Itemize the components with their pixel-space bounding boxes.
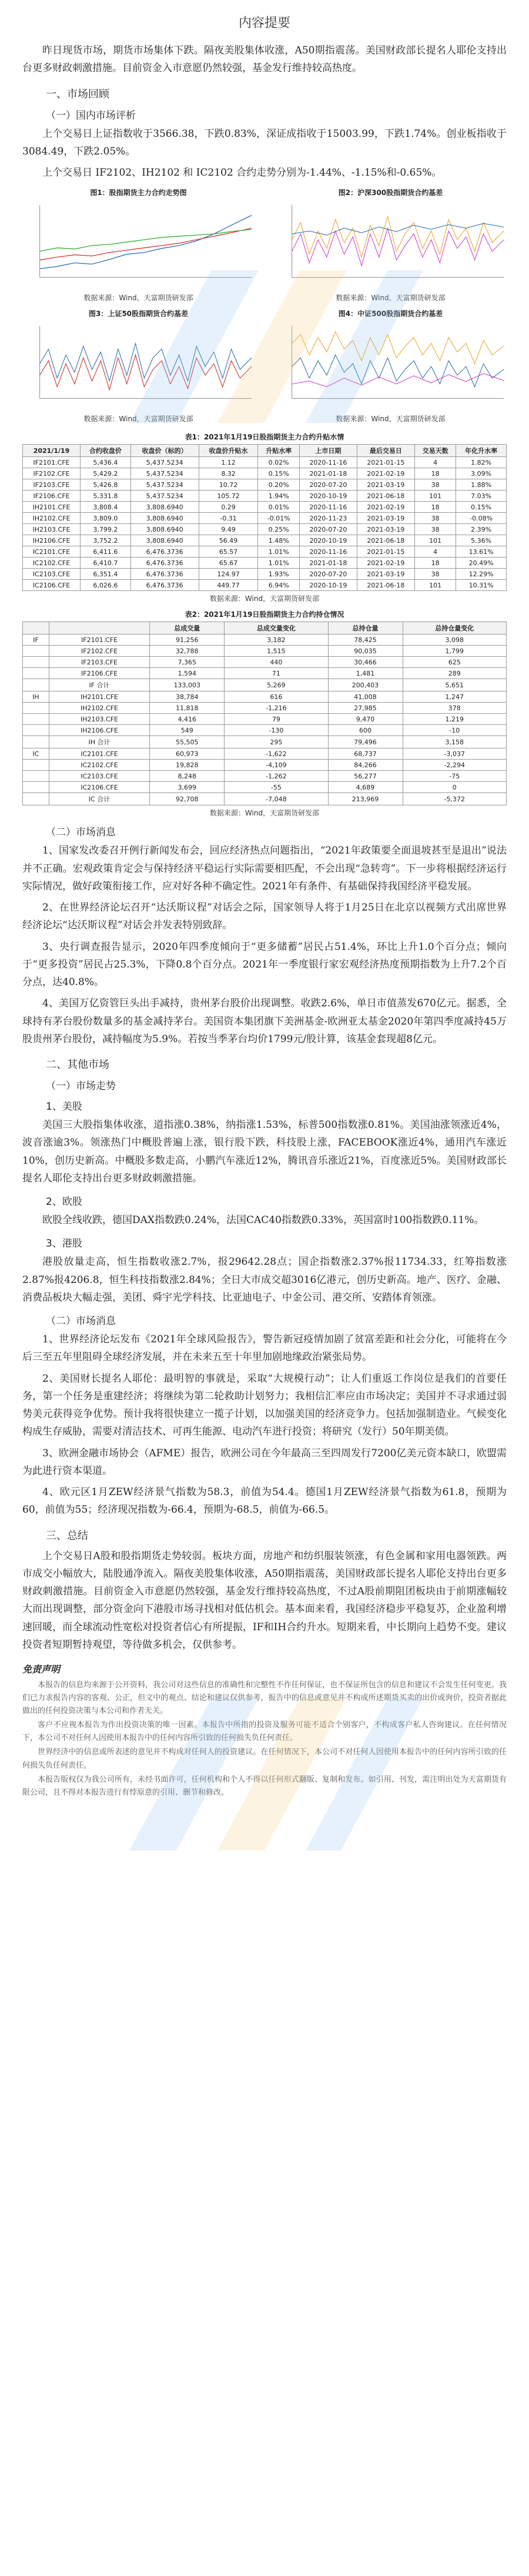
section-summary: 三、总结 bbox=[46, 1529, 88, 1542]
table-cell: 1.01% bbox=[258, 546, 299, 557]
table-cell: 6,026.6 bbox=[81, 580, 131, 591]
table-cell: 3,808.4 bbox=[81, 502, 131, 513]
table1-caption: 表1：2021年1月19日股指期货主力合约升贴水情 bbox=[185, 433, 344, 442]
table-cell: 0.15% bbox=[456, 502, 507, 513]
table-cell: 20.49% bbox=[456, 557, 507, 569]
table-row bbox=[23, 679, 507, 691]
table-cell: 6.94% bbox=[258, 580, 299, 591]
table-cell: 38 bbox=[414, 524, 456, 535]
position-table bbox=[22, 622, 507, 805]
table-cell: 1,481 bbox=[328, 668, 403, 679]
column-header: 上市日期 bbox=[299, 445, 357, 457]
table-cell: 11,818 bbox=[150, 703, 225, 714]
table-cell: 1.93% bbox=[258, 569, 299, 580]
table-cell: 10.31% bbox=[456, 580, 507, 591]
table-row bbox=[23, 524, 507, 535]
eu-stock-paragraph: 欧股全线收跌，德国DAX指数跌0.24%，法国CAC40指数跌0.33%，英国富时100指数跌0.11%。 bbox=[42, 1214, 484, 1226]
source-note: 数据来源：Wind，天富期货研发部 bbox=[83, 415, 193, 424]
chart-title: 图1：股指期货主力合约走势图 bbox=[90, 189, 187, 197]
table-cell: 90,035 bbox=[328, 646, 403, 657]
subsection-domestic: （一）国内市场评析 bbox=[46, 109, 136, 122]
table-cell: 9,470 bbox=[328, 714, 403, 725]
table-row bbox=[23, 703, 507, 714]
table-cell: IC2102.CFE bbox=[49, 760, 150, 771]
column-header: 收盘价升贴水 bbox=[199, 445, 258, 457]
table-cell: 2.39% bbox=[456, 524, 507, 535]
source-note: 数据来源：Wind，天富期货研发部 bbox=[336, 415, 446, 424]
table-cell: 6,410.7 bbox=[81, 557, 131, 569]
table-row bbox=[23, 714, 507, 725]
disclaimer-paragraph: 客户不应视本报告为作出投资决策的唯一因素。本报告中所指的投资及服务可能不适合个别客户，不构成客户私人咨询建议。在任何情况下，本公司不对任何人因使用本报告中的任何内容所引致的任何损失负任何责任。 bbox=[22, 1721, 507, 1743]
table-cell bbox=[23, 725, 49, 736]
table-cell: 449.77 bbox=[199, 580, 258, 591]
table-row bbox=[23, 502, 507, 513]
table-cell: 2021-02-19 bbox=[357, 557, 414, 569]
table-cell: 6,476.3736 bbox=[130, 580, 199, 591]
table-cell bbox=[23, 771, 49, 782]
table-cell: 92,708 bbox=[150, 793, 225, 805]
table-cell: 1,219 bbox=[403, 714, 507, 725]
table-row bbox=[23, 736, 507, 748]
table-cell: 2021-02-19 bbox=[357, 502, 414, 513]
column-header: 升贴水率 bbox=[258, 445, 299, 457]
table-row bbox=[23, 513, 507, 524]
table-cell: 6,411.6 bbox=[81, 546, 131, 557]
section-market-review: 一、市场回顾 bbox=[46, 88, 109, 100]
table-cell: IC2101.CFE bbox=[23, 546, 81, 557]
table-cell: 3,808.6940 bbox=[130, 535, 199, 546]
table-cell: -0.01% bbox=[258, 513, 299, 524]
source-note: 数据来源：Wind，天富期货研发部 bbox=[336, 294, 446, 303]
other-news-paragraph: 4、欧元区1月ZEW经济景气指数为58.3，前值为54.4。德国1月ZEW经济景气指数为61.8，预期为60，前值为55；经济现况指数为-66.4，预期为-68.5，前值为-66.5。 bbox=[22, 1486, 507, 1516]
table-cell: 78,425 bbox=[328, 634, 403, 646]
table-cell: -55 bbox=[225, 782, 328, 793]
table-cell: 600 bbox=[328, 725, 403, 736]
table-cell: 5,437.5234 bbox=[130, 457, 199, 468]
table-cell: IC2102.CFE bbox=[23, 557, 81, 569]
table-cell: 5,437.5234 bbox=[130, 479, 199, 491]
table-cell: 7.03% bbox=[456, 491, 507, 502]
table-cell: 3,808.6940 bbox=[130, 524, 199, 535]
basis-chart-figure bbox=[274, 320, 507, 408]
table-cell bbox=[23, 703, 49, 714]
table-row bbox=[23, 580, 507, 591]
table-cell: 3,182 bbox=[225, 634, 328, 646]
table-cell: 12.29% bbox=[456, 569, 507, 580]
disclaimer-paragraph: 本报告的信息均来源于公开资料，我公司对这些信息的准确性和完整性不作任何保证，也不保证所包含的信息和建议不会发生任何变更。我们已力求报告内容的客观、公正，但文中的观点、结论和建议仅供参考，报告中的信息或意见并不构成所述期货买卖的出价或询价，投资者据此做出的任何投资决策与本公司和作者无关。 bbox=[22, 1681, 507, 1716]
table-cell: 2021-06-18 bbox=[357, 535, 414, 546]
table-cell: 133,003 bbox=[150, 679, 225, 691]
table-cell: 2020-07-20 bbox=[299, 479, 357, 491]
table-cell bbox=[23, 793, 49, 805]
table-cell: 2020-11-16 bbox=[299, 502, 357, 513]
table-cell: 289 bbox=[403, 668, 507, 679]
table-cell: 10.72 bbox=[199, 479, 258, 491]
hk-stock-paragraph: 港股放量走高，恒生指数收涨2.7%，报29642.28点；国企指数涨2.37%报11734.33，红筹指数涨2.87%报4206.8，恒生科技指数涨2.84%；全日大市成交超3016亿港元，创历史新高。地产、医疗、金融、消费品板块大幅走强，美团、舜宇光学科技、比亚迪电子、中金公司、港交所、安踏体育领涨。 bbox=[22, 1256, 507, 1304]
table-cell: 56.49 bbox=[199, 535, 258, 546]
table-cell: 79,496 bbox=[328, 736, 403, 748]
table-cell: 2021-02-19 bbox=[357, 468, 414, 479]
table-cell: 2021-06-18 bbox=[357, 491, 414, 502]
table-cell: 295 bbox=[225, 736, 328, 748]
column-header: 总持仓量变化 bbox=[403, 622, 507, 634]
table-cell: IC2106.CFE bbox=[49, 782, 150, 793]
table-cell: 3,809.0 bbox=[81, 513, 131, 524]
line-chart-figure bbox=[22, 199, 255, 287]
table-cell: 3,158 bbox=[403, 736, 507, 748]
table-row bbox=[23, 760, 507, 771]
column-header: 总成交量变化 bbox=[225, 622, 328, 634]
conclusion-paragraph: 上个交易日A股和股指期货走势较弱。板块方面，房地产和纺织服装领涨，有色金属和家用电器领跌。两市成交小幅放大，陆股通净流入。隔夜美股集体收涨，A50期指震荡，美国财政部长提名人耶伦支持出台更多财政刺激措施。目前资金入市意愿仍然较强，基金发行维持较高热度，不过A股前期阻团板块由于前期涨幅较大而出现调整，部分资金向下港股市场寻找相对低估机会。基本面来看，我国经济稳步平稳复苏，企业盈利增速回暖，而全球流动性宽松对投资者信心有所提振，IF和IH合约升水。短期来看，中长期向上趋势不变。建议投资者短期暂持观望，等待做多机会，仅供参考。 bbox=[22, 1550, 507, 1651]
table-cell: 3.09% bbox=[456, 468, 507, 479]
table-cell: 0.25% bbox=[258, 524, 299, 535]
table-cell bbox=[23, 736, 49, 748]
column-header: 最后交易日 bbox=[357, 445, 414, 457]
subsection-market-trend: （一）市场走势 bbox=[46, 1080, 116, 1092]
table-cell: 1.82% bbox=[456, 457, 507, 468]
table-cell: IF2102.CFE bbox=[23, 468, 81, 479]
table-cell: 6,476.3736 bbox=[130, 546, 199, 557]
table-cell bbox=[23, 782, 49, 793]
table-cell: -75 bbox=[403, 771, 507, 782]
subsection-market-news: （二）市场消息 bbox=[46, 827, 116, 839]
table-cell: 2021-06-18 bbox=[357, 580, 414, 591]
table-cell: 2020-07-20 bbox=[299, 524, 357, 535]
table-cell bbox=[23, 760, 49, 771]
table-cell: 0.15% bbox=[258, 468, 299, 479]
premium-table bbox=[22, 444, 507, 591]
table-cell: IF2101.CFE bbox=[23, 457, 81, 468]
table-cell: IC2106.CFE bbox=[23, 580, 81, 591]
table-cell bbox=[23, 646, 49, 657]
table-cell: 549 bbox=[150, 725, 225, 736]
table-cell: 38 bbox=[414, 479, 456, 491]
table-cell: -130 bbox=[225, 725, 328, 736]
table-cell: IH2106.CFE bbox=[49, 725, 150, 736]
table-cell: 0.01% bbox=[258, 502, 299, 513]
table-cell: 1,799 bbox=[403, 646, 507, 657]
table-cell: IH2101.CFE bbox=[49, 691, 150, 703]
table-cell: IH2103.CFE bbox=[23, 524, 81, 535]
table-cell: 3,752.2 bbox=[81, 535, 131, 546]
table-cell: 2021-01-18 bbox=[299, 468, 357, 479]
table-cell: 213,969 bbox=[328, 793, 403, 805]
table-cell: 65.67 bbox=[199, 557, 258, 569]
table-cell: 1,515 bbox=[225, 646, 328, 657]
table-cell: 2020-07-20 bbox=[299, 569, 357, 580]
table-cell: IF2103.CFE bbox=[23, 479, 81, 491]
table-cell: 0.29 bbox=[199, 502, 258, 513]
table-cell bbox=[23, 668, 49, 679]
table-cell: -1,262 bbox=[225, 771, 328, 782]
column-header bbox=[23, 622, 49, 634]
other-news-paragraph: 1、世界经济论坛发布《2021年全球风险报告》，警告新冠疫情加剧了贫富差距和社会分化，可能将在今后三至五年里阻碍全球经济发展，并在未来五至十年里加剧地缘政治紧张局势。 bbox=[22, 1334, 507, 1363]
table-cell: IH2103.CFE bbox=[49, 714, 150, 725]
table-cell: IC 合计 bbox=[49, 793, 150, 805]
table-cell: 1.88% bbox=[456, 479, 507, 491]
table-cell: 3,799.2 bbox=[81, 524, 131, 535]
table-cell: 13.61% bbox=[456, 546, 507, 557]
table-cell: 2021-01-15 bbox=[357, 546, 414, 557]
table-cell: 5,429.2 bbox=[81, 468, 131, 479]
table-cell: 27,985 bbox=[328, 703, 403, 714]
table-cell: 4,689 bbox=[328, 782, 403, 793]
section-other-markets: 二、其他市场 bbox=[46, 1059, 109, 1071]
table-row bbox=[23, 634, 507, 646]
table-cell: -7,048 bbox=[225, 793, 328, 805]
market-paragraph-2: 上个交易日 IF2102、IH2102 和 IC2102 合约走势分别为-1.44%、-1.15%和-0.65%。 bbox=[42, 167, 442, 179]
table-cell: 105.72 bbox=[199, 491, 258, 502]
source-note: 数据来源：Wind，天富期货研发部 bbox=[83, 294, 193, 303]
page-title: 内容提要 bbox=[238, 16, 290, 31]
table-cell: 18 bbox=[414, 468, 456, 479]
table-cell: 65.57 bbox=[199, 546, 258, 557]
table-cell: IF2106.CFE bbox=[49, 668, 150, 679]
table-cell bbox=[23, 679, 49, 691]
table-cell: IC2103.CFE bbox=[23, 569, 81, 580]
table-row bbox=[23, 646, 507, 657]
table-cell: 101 bbox=[414, 491, 456, 502]
table-row bbox=[23, 793, 507, 805]
column-header: 收盘价（标的） bbox=[130, 445, 199, 457]
news-paragraph: 1、国家发改委召开例行新闻发布会，回应经济热点问题指出，“2021年政策要全面退坡甚至是退出”说法并不正确。宏观政策肯定会与保持经济平稳运行实际需要相匹配，不会出现“急转弯”。下一步将根据经济运行实际情况，做好政策衔接工作，应对好各种不确定性。2021年有条件、有基础保持我国经济平稳发展。 bbox=[22, 845, 507, 892]
table-row bbox=[23, 491, 507, 502]
table-cell: 101 bbox=[414, 535, 456, 546]
table-cell: 3,808.6940 bbox=[130, 502, 199, 513]
table-cell: 3,699 bbox=[150, 782, 225, 793]
table-cell: -1,622 bbox=[225, 748, 328, 760]
table-cell: 2021-03-19 bbox=[357, 513, 414, 524]
table-cell: 68,737 bbox=[328, 748, 403, 760]
table-cell: 7,365 bbox=[150, 657, 225, 668]
table-cell: 625 bbox=[403, 657, 507, 668]
table-cell: 3,098 bbox=[403, 634, 507, 646]
chart-title: 图3：上证50股指期货合约基差 bbox=[88, 310, 189, 318]
table-cell: 32,788 bbox=[150, 646, 225, 657]
table-cell: 5,437.5234 bbox=[130, 468, 199, 479]
table-cell: 41,008 bbox=[328, 691, 403, 703]
table-cell: 2021-01-18 bbox=[299, 557, 357, 569]
table-cell: 2020-11-23 bbox=[299, 513, 357, 524]
table-cell: IF2101.CFE bbox=[49, 634, 150, 646]
table-cell: 1.01% bbox=[258, 557, 299, 569]
table-row bbox=[23, 479, 507, 491]
table-cell: IF2106.CFE bbox=[23, 491, 81, 502]
column-header: 合约收盘价 bbox=[81, 445, 131, 457]
disclaimer-paragraph: 世界经济中的信息或所表述的意见并不构成对任何人的投资建议。在任何情况下，本公司不对任何人因使用本报告中的任何内容所引致的任何损失负任何责任。 bbox=[22, 1748, 507, 1770]
table-cell: IF2103.CFE bbox=[49, 657, 150, 668]
table-cell: 4,416 bbox=[150, 714, 225, 725]
table-row bbox=[23, 668, 507, 679]
table-cell: IH 合计 bbox=[49, 736, 150, 748]
table-cell: 6,476.3736 bbox=[130, 569, 199, 580]
table-row bbox=[23, 748, 507, 760]
table-cell: 2020-11-16 bbox=[299, 546, 357, 557]
table-cell: 2021-03-19 bbox=[357, 524, 414, 535]
table-cell: 5,436.4 bbox=[81, 457, 131, 468]
table-cell: 1.48% bbox=[258, 535, 299, 546]
table-cell: 30,466 bbox=[328, 657, 403, 668]
table-cell: 5,437.5234 bbox=[130, 491, 199, 502]
table-cell: 55,505 bbox=[150, 736, 225, 748]
table-cell: 4 bbox=[414, 457, 456, 468]
table-cell: 38 bbox=[414, 513, 456, 524]
column-header bbox=[49, 622, 150, 634]
column-header: 年化升水率 bbox=[456, 445, 507, 457]
source-note: 数据来源：Wind，天富期货研发部 bbox=[209, 809, 320, 818]
table-cell: -4,109 bbox=[225, 760, 328, 771]
table-cell: 18 bbox=[414, 502, 456, 513]
table-cell bbox=[23, 714, 49, 725]
table-cell: 8,248 bbox=[150, 771, 225, 782]
table-cell: 5,651 bbox=[403, 679, 507, 691]
table-cell: 440 bbox=[225, 657, 328, 668]
table-cell: IH2102.CFE bbox=[49, 703, 150, 714]
table-cell: 38 bbox=[414, 569, 456, 580]
table-cell: 8.32 bbox=[199, 468, 258, 479]
column-header: 总持仓量 bbox=[328, 622, 403, 634]
summary-paragraph: 昨日现货市场，期货市场集体下跌。隔夜美股集体收涨，A50期指震荡。美国财政部长提名人耶伦支持出台更多财政刺激措施。目前资金入市意愿仍然较强，基金发行维持较高热度。 bbox=[22, 45, 507, 75]
table-cell: 101 bbox=[414, 580, 456, 591]
table-cell: 2021-03-19 bbox=[357, 569, 414, 580]
table-cell: 2020-10-19 bbox=[299, 580, 357, 591]
table-cell: 5,331.8 bbox=[81, 491, 131, 502]
table-cell: 2020-10-19 bbox=[299, 535, 357, 546]
table-cell: IF2102.CFE bbox=[49, 646, 150, 657]
table-cell: 1,594 bbox=[150, 668, 225, 679]
table-cell: IC bbox=[23, 748, 49, 760]
chart-ic-basis bbox=[274, 308, 507, 408]
table-cell: 0.02% bbox=[258, 457, 299, 468]
table-cell: IH2106.CFE bbox=[23, 535, 81, 546]
table-cell: 2021-03-19 bbox=[357, 479, 414, 491]
disclaimer-title: 免责声明 bbox=[22, 1664, 61, 1675]
table-row bbox=[23, 546, 507, 557]
table-cell: IH2102.CFE bbox=[23, 513, 81, 524]
table-cell: 5.36% bbox=[456, 535, 507, 546]
table-cell: 124.97 bbox=[199, 569, 258, 580]
table-cell: 2020-10-19 bbox=[299, 491, 357, 502]
other-news-paragraph: 2、美国财长提名人耶伦：最明智的事就是，采取“大规模行动”；让人们重返工作岗位是我们的首要任务，第一个任务是重建经济；将继续为第二轮救助计划努力；我相信汇率应由市场决定；美国并不寻求通过弱势美元获得竞争优势。预计我将很快建立一揽子计划，以加强美国的经济竞争力。包括加强制造业。气候变化构成生存威胁，需要对清洁技术、可再生能源、电动汽车进行投资；将研究（发行）50年期美债。 bbox=[22, 1372, 507, 1438]
table-cell: -5,372 bbox=[403, 793, 507, 805]
table-cell: 18 bbox=[414, 557, 456, 569]
chart-ih-basis bbox=[22, 308, 255, 408]
table-cell: 84,266 bbox=[328, 760, 403, 771]
table2-caption: 表2：2021年1月19日股指期货主力合约持仓情况 bbox=[185, 610, 344, 619]
table-cell: 4 bbox=[414, 546, 456, 557]
table-cell: IC2101.CFE bbox=[49, 748, 150, 760]
table-cell: -0.31 bbox=[199, 513, 258, 524]
source-note: 数据来源：Wind，天富期货研发部 bbox=[209, 595, 320, 603]
table-row bbox=[23, 657, 507, 668]
other-news-paragraph: 3、欧洲金融市场协会（AFME）报告，欧洲公司在今年最高三至四周发行7200亿美元资本缺口，欧盟需为此进行资本渠道。 bbox=[22, 1447, 507, 1477]
chart-title: 图4：中证500股指期货合约基差 bbox=[338, 310, 443, 318]
chart-main-contracts bbox=[22, 187, 255, 287]
subsection-other-news: （二）市场消息 bbox=[46, 1315, 116, 1327]
table-cell: IH bbox=[23, 691, 49, 703]
table-row bbox=[23, 771, 507, 782]
market-paragraph-1: 上个交易日上证指数收于3566.38，下跌0.83%，深证成指收于15003.99，下跌1.74%。创业板指收于3084.49，下跌2.05%。 bbox=[22, 127, 507, 157]
table-cell: 1.94% bbox=[258, 491, 299, 502]
table-cell: 3,808.6940 bbox=[130, 513, 199, 524]
table-cell: 1,247 bbox=[403, 691, 507, 703]
table-cell: 9.49 bbox=[199, 524, 258, 535]
table-cell bbox=[23, 657, 49, 668]
table-cell: 38,784 bbox=[150, 691, 225, 703]
table-cell: 2020-11-16 bbox=[299, 457, 357, 468]
hk-stock-heading: 3、港股 bbox=[46, 1238, 82, 1250]
table-cell: 2021-01-15 bbox=[357, 457, 414, 468]
table-cell: IH2101.CFE bbox=[23, 502, 81, 513]
chart-grid bbox=[22, 187, 507, 426]
table-cell: -2,294 bbox=[403, 760, 507, 771]
table-cell: 71 bbox=[225, 668, 328, 679]
column-header: 2021/1/19 bbox=[23, 445, 81, 457]
table-row bbox=[23, 725, 507, 736]
table-cell: 1.12 bbox=[199, 457, 258, 468]
table-cell: -0.08% bbox=[456, 513, 507, 524]
basis-chart-figure bbox=[22, 320, 255, 408]
news-paragraph: 4、美国万亿资管巨头出手减持，贵州茅台股价出现调整。收跌2.6%，单日市值蒸发670亿元。据悉，全球持有茅台股份数量多的基金减持茅台。美国资本集团旗下美洲基金-欧洲亚太基金2020年第四季度减持45万股贵州茅台股份，减持幅度为5.9%。若按当季茅台均价1799元/股计算，该基金套现超8亿元。 bbox=[22, 998, 507, 1045]
column-header: 交易天数 bbox=[414, 445, 456, 457]
chart-title: 图2：沪深300股指期货合约基差 bbox=[338, 189, 443, 197]
table-row bbox=[23, 468, 507, 479]
table-cell: 56,277 bbox=[328, 771, 403, 782]
table-cell: -1,216 bbox=[225, 703, 328, 714]
table-cell: -3,037 bbox=[403, 748, 507, 760]
table-cell: IF bbox=[23, 634, 49, 646]
table-cell: 200,403 bbox=[328, 679, 403, 691]
table-cell: 91,256 bbox=[150, 634, 225, 646]
table-row bbox=[23, 535, 507, 546]
table-row bbox=[23, 557, 507, 569]
table-cell: 5,426.8 bbox=[81, 479, 131, 491]
table-cell: 378 bbox=[403, 703, 507, 714]
table-cell: 6,351.4 bbox=[81, 569, 131, 580]
column-header: 总成交量 bbox=[150, 622, 225, 634]
disclaimer-paragraph: 本报告版权仅为我公司所有，未经书面许可，任何机构和个人不得以任何形式翻版、复制和发布。如引用、刊发，需注明出处为天富期货有限公司，且不得对本报告进行有悖原意的引用、删节和修改。 bbox=[22, 1775, 507, 1797]
news-paragraph: 3、央行调查报告显示，2020年四季度倾向于“更多储蓄”居民占51.4%，环比上升1.0个百分点；倾向于“更多投资”居民占25.3%，下降0.8个百分点。2021年一季度银行家宏观经济热度预期指数为上升7.2个百分点，达40.8%。 bbox=[22, 941, 507, 988]
table-cell: 6,476.3736 bbox=[130, 557, 199, 569]
table-cell: 60,973 bbox=[150, 748, 225, 760]
us-stock-paragraph: 美国三大股指集体收涨，道指涨0.38%，纳指涨1.53%，标普500指数涨0.81%。美国油涨领涨近4%，波音涨逾3%。领涨热门中概股普遍上涨，银行股下跌，科技股上涨，FACEBOOK涨近4%，通用汽车涨近10%，创历史新高。中概股多数走高，小鹏汽车涨近12%，腾讯音乐涨近21%，百度涨近5%。美国财政部长提名人耶伦支持出台更多财政刺激措施。 bbox=[22, 1119, 507, 1184]
table-cell: 5,269 bbox=[225, 679, 328, 691]
table-row bbox=[23, 569, 507, 580]
basis-chart-figure bbox=[274, 199, 507, 287]
table-cell: 0 bbox=[403, 782, 507, 793]
table-cell: IC2103.CFE bbox=[49, 771, 150, 782]
eu-stock-heading: 2、欧股 bbox=[46, 1196, 82, 1208]
us-stock-heading: 1、美股 bbox=[46, 1101, 82, 1113]
table-cell: 0.20% bbox=[258, 479, 299, 491]
table-cell: IF 合计 bbox=[49, 679, 150, 691]
table-cell: -10 bbox=[403, 725, 507, 736]
news-paragraph: 2、在世界经济论坛召开“达沃斯议程”对话会之际，国家领导人将于1月25日在北京以视频方式出席世界经济论坛“达沃斯议程”对话会并发表特别致辞。 bbox=[22, 902, 507, 932]
table-cell: 79 bbox=[225, 714, 328, 725]
table-row bbox=[23, 457, 507, 468]
table-row bbox=[23, 691, 507, 703]
table-cell: 616 bbox=[225, 691, 328, 703]
table-cell: 19,828 bbox=[150, 760, 225, 771]
chart-if-basis bbox=[274, 187, 507, 287]
table-row bbox=[23, 782, 507, 793]
